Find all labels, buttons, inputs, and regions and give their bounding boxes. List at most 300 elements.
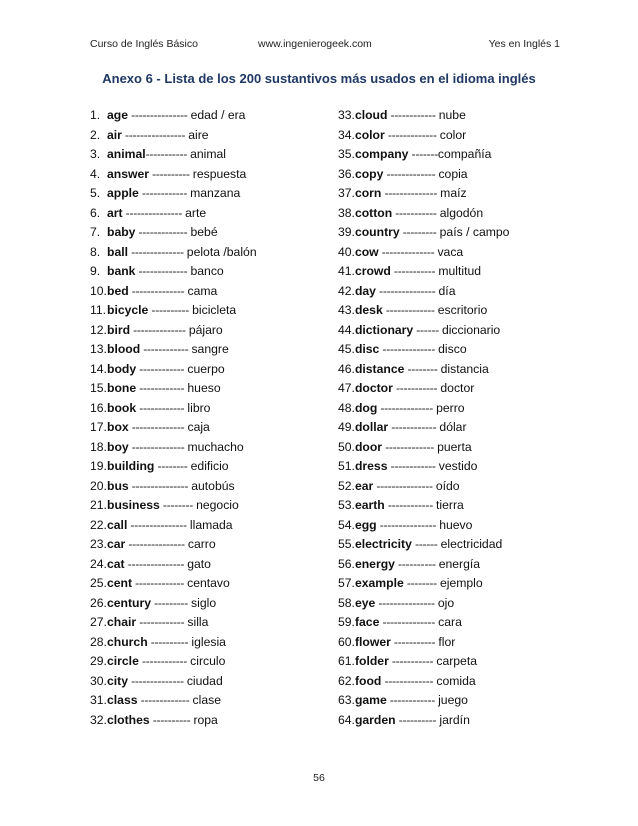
spanish-translation: distancia [440, 361, 489, 376]
vocabulary-entry [338, 165, 588, 185]
vocabulary-entry [90, 457, 340, 477]
spanish-translation: flor [438, 634, 456, 649]
dash-separator: --------------- [125, 537, 188, 551]
entry-number: 44. [338, 322, 355, 337]
spanish-translation: puerta [437, 439, 472, 454]
entry-number: 28. [90, 634, 107, 649]
dash-separator: ------------ [136, 381, 188, 395]
entry-number: 15. [90, 381, 107, 395]
vocabulary-entry [338, 691, 588, 711]
spanish-translation: muchacho [187, 439, 244, 454]
english-word: apple [107, 186, 139, 200]
entry-number: 33. [338, 108, 355, 122]
vocabulary-entry [90, 243, 340, 263]
entry-number: 19. [90, 459, 107, 473]
english-word: bicycle [107, 303, 149, 317]
english-word: cent [107, 576, 133, 590]
spanish-translation: hueso [187, 381, 221, 395]
spanish-translation: algodón [439, 205, 484, 220]
english-word: animal [107, 147, 146, 161]
dash-separator: ------------- [383, 166, 439, 181]
spanish-translation: ejemplo [439, 576, 483, 590]
vocabulary-entry [90, 652, 340, 672]
english-word: example [354, 576, 404, 590]
spanish-translation: pelota /balón [186, 244, 257, 259]
english-word: business [107, 498, 160, 512]
spanish-translation: tierra [436, 498, 464, 512]
dash-separator: ----------- [388, 654, 437, 668]
entry-number: 47. [338, 381, 355, 395]
vocabulary-entry [90, 535, 340, 555]
entry-number: 14. [90, 361, 107, 376]
english-word: ear [354, 478, 374, 493]
english-word: egg [354, 517, 377, 532]
english-word: cow [354, 244, 379, 259]
header-course-title: Curso de Inglés Básico [90, 38, 198, 50]
spanish-translation: centavo [187, 576, 230, 590]
spanish-translation: compañía [437, 147, 492, 161]
vocabulary-entry [338, 555, 588, 575]
dash-separator: ------- [408, 147, 438, 161]
spanish-translation: ropa [193, 712, 218, 727]
entry-number: 54. [338, 517, 355, 532]
dash-separator: -------------- [128, 673, 187, 688]
dash-separator: -------- [404, 361, 441, 376]
vocabulary-entry [90, 223, 340, 243]
entry-number: 36. [338, 166, 355, 181]
english-word: box [107, 420, 129, 434]
entry-number: 46. [338, 361, 355, 376]
spanish-translation: ciudad [186, 673, 223, 688]
vocabulary-column-right [338, 106, 588, 730]
dash-separator: -------------- [379, 342, 439, 356]
spanish-translation: diccionario [441, 322, 501, 337]
entry-number: 37. [338, 186, 355, 200]
english-word: company [354, 147, 409, 161]
vocabulary-entry [338, 535, 588, 555]
spanish-translation: carro [187, 537, 216, 551]
spanish-translation: país / campo [439, 225, 510, 239]
english-word: disc [354, 342, 380, 356]
spanish-translation: banco [190, 264, 224, 278]
dash-separator: -------------- [128, 244, 187, 259]
vocabulary-entry [90, 555, 340, 575]
english-word: face [354, 615, 380, 629]
entry-number: 18. [90, 439, 107, 454]
dash-separator: -------------- [379, 615, 439, 629]
vocabulary-entry [338, 126, 588, 146]
dash-separator: -------- [403, 576, 440, 590]
entry-number: 50. [338, 439, 355, 454]
english-word: building [107, 459, 155, 473]
english-word: door [354, 439, 383, 454]
spanish-translation: edad / era [190, 108, 246, 122]
spanish-translation: energía [438, 556, 481, 571]
english-word: energy [354, 556, 395, 571]
entry-number: 45. [338, 342, 355, 356]
dash-separator: --------------- [122, 205, 186, 220]
dash-separator: ----------- [392, 205, 440, 220]
dash-separator: ---------- [395, 712, 440, 727]
spanish-translation: animal [190, 147, 226, 161]
dash-separator: ---------- [148, 303, 193, 317]
dash-separator: ------------ [138, 186, 191, 200]
spanish-translation: llamada [189, 517, 233, 532]
vocabulary-entry [338, 711, 588, 731]
dash-separator: --------------- [128, 478, 192, 493]
entry-number: 34. [338, 127, 355, 142]
vocabulary-entry [338, 613, 588, 633]
dash-separator: ---------- [149, 166, 193, 181]
dash-separator: ------------- [381, 673, 437, 688]
dash-separator: -------------- [128, 439, 188, 454]
spanish-translation: gato [187, 556, 211, 571]
entry-number: 4. [90, 166, 101, 181]
vocabulary-entry [90, 574, 340, 594]
vocabulary-entry [90, 516, 340, 536]
dash-separator: ----------- [390, 264, 439, 278]
english-word: game [354, 693, 387, 707]
dash-separator: ------------ [386, 693, 439, 707]
spanish-translation: huevo [439, 517, 473, 532]
english-word: earth [354, 498, 385, 512]
dash-separator: -------------- [128, 283, 188, 298]
english-word: bus [107, 478, 129, 493]
english-word: clothes [107, 712, 150, 727]
entry-number: 30. [90, 673, 107, 688]
vocabulary-entry [90, 379, 340, 399]
dash-separator: ----------- [392, 381, 441, 395]
spanish-translation: autobús [191, 478, 235, 493]
spanish-translation: copia [438, 166, 468, 181]
entry-number: 59. [338, 615, 355, 629]
english-word: boy [107, 439, 129, 454]
entry-number: 16. [90, 400, 107, 415]
spanish-translation: bicicleta [192, 303, 237, 317]
vocabulary-entry [338, 321, 588, 341]
spanish-translation: oído [435, 478, 460, 493]
vocabulary-entry [90, 282, 340, 302]
dash-separator: -------------- [377, 400, 437, 415]
vocabulary-entry [338, 477, 588, 497]
english-word: country [354, 225, 400, 239]
entry-number: 55. [338, 537, 355, 551]
spanish-translation: escritorio [437, 303, 488, 317]
vocabulary-entry [90, 340, 340, 360]
header-website: www.ingenierogeek.com [258, 38, 372, 50]
entry-number: 3. [90, 147, 101, 161]
vocabulary-entry [90, 594, 340, 614]
vocabulary-entry [338, 145, 588, 165]
vocabulary-entry [90, 418, 340, 438]
spanish-translation: negocio [196, 498, 239, 512]
dash-separator: --------------- [375, 595, 438, 610]
entry-number: 26. [90, 595, 107, 610]
dash-separator: ---------- [394, 556, 439, 571]
entry-number: 27. [90, 615, 107, 629]
dash-separator: --------------- [376, 517, 440, 532]
english-word: food [354, 673, 382, 688]
vocabulary-entry [90, 711, 340, 731]
vocabulary-entry [90, 145, 340, 165]
vocabulary-entry [90, 496, 340, 516]
entry-number: 12. [90, 322, 107, 337]
spanish-translation: arte [185, 205, 207, 220]
vocabulary-entry [338, 340, 588, 360]
english-word: doctor [354, 381, 393, 395]
dash-separator: ------------ [387, 108, 439, 122]
dash-separator: ------------ [136, 361, 188, 376]
spanish-translation: aire [188, 127, 209, 142]
entry-number: 23. [90, 537, 107, 551]
dash-separator: ------------ [136, 400, 188, 415]
vocabulary-entry [90, 126, 340, 146]
dash-separator: ------------- [137, 693, 193, 707]
entry-number: 57. [338, 576, 355, 590]
spanish-translation: dólar [439, 420, 467, 434]
english-word: age [107, 108, 129, 122]
vocabulary-entry [338, 379, 588, 399]
page-number: 56 [313, 772, 325, 784]
english-word: blood [107, 342, 141, 356]
vocabulary-entry [338, 574, 588, 594]
english-word: chair [107, 615, 137, 629]
spanish-translation: clase [192, 693, 221, 707]
spanish-translation: siglo [191, 595, 217, 610]
dash-separator: ------------- [135, 225, 191, 239]
vocabulary-entry [90, 204, 340, 224]
entry-number: 42. [338, 283, 355, 298]
english-word: copy [354, 166, 384, 181]
entry-number: 64. [338, 712, 355, 727]
spanish-translation: jardín [439, 712, 470, 727]
vocabulary-entry [338, 223, 588, 243]
entry-number: 52. [338, 478, 355, 493]
english-word: air [107, 127, 122, 142]
dash-separator: ----------- [390, 634, 439, 649]
dash-separator: --------- [151, 595, 192, 610]
dash-separator: ----------- [145, 147, 191, 161]
english-word: dog [354, 400, 378, 415]
spanish-translation: vaca [437, 244, 464, 259]
vocabulary-entry [338, 399, 588, 419]
dash-separator: --------------- [127, 517, 190, 532]
vocabulary-entry [90, 321, 340, 341]
dash-separator: ------------- [135, 264, 191, 278]
entry-number: 48. [338, 400, 355, 415]
english-word: dictionary [354, 322, 414, 337]
dash-separator: -------- [159, 498, 197, 512]
spanish-translation: ojo [437, 595, 455, 610]
dash-separator: ------------ [387, 459, 439, 473]
english-word: eye [354, 595, 376, 610]
spanish-translation: nube [438, 108, 466, 122]
spanish-translation: multitud [438, 264, 482, 278]
header-book-title: Yes en Inglés 1 [488, 38, 560, 50]
spanish-translation: juego [438, 693, 468, 707]
vocabulary-entry [90, 262, 340, 282]
english-word: cat [107, 556, 125, 571]
entry-number: 32. [90, 712, 107, 727]
english-word: cloud [354, 108, 388, 122]
english-word: class [107, 693, 138, 707]
entry-number: 7. [90, 225, 101, 239]
entry-number: 13. [90, 342, 107, 356]
spanish-translation: sangre [191, 342, 229, 356]
vocabulary-entry [338, 360, 588, 380]
dash-separator: ------------ [136, 615, 188, 629]
english-word: cotton [354, 205, 393, 220]
vocabulary-entry [90, 106, 340, 126]
english-word: dollar [354, 420, 389, 434]
entry-number: 25. [90, 576, 107, 590]
vocabulary-entry [338, 204, 588, 224]
vocabulary-entry [338, 184, 588, 204]
english-word: corn [354, 186, 382, 200]
spanish-translation: doctor [440, 381, 475, 395]
english-word: distance [354, 361, 405, 376]
entry-number: 10. [90, 283, 107, 298]
english-word: call [107, 517, 128, 532]
spanish-translation: maíz [440, 186, 467, 200]
spanish-translation: respuesta [192, 166, 247, 181]
vocabulary-entry [338, 301, 588, 321]
vocabulary-entry [90, 301, 340, 321]
spanish-translation: pájaro [188, 322, 223, 337]
entry-number: 60. [338, 634, 355, 649]
vocabulary-entry [338, 438, 588, 458]
entry-number: 38. [338, 205, 355, 220]
dash-separator: ------------- [382, 439, 438, 454]
english-word: day [354, 283, 376, 298]
vocabulary-entry [90, 399, 340, 419]
vocabulary-entry [90, 633, 340, 653]
vocabulary-entry [90, 613, 340, 633]
english-word: flower [354, 634, 391, 649]
entry-number: 35. [338, 147, 355, 161]
entry-number: 40. [338, 244, 355, 259]
dash-separator: ------------- [382, 303, 438, 317]
vocabulary-entry [338, 516, 588, 536]
entry-number: 41. [338, 264, 355, 278]
dash-separator: ------ [413, 322, 442, 337]
entry-number: 24. [90, 556, 107, 571]
dash-separator: ---------------- [121, 127, 189, 142]
english-word: folder [354, 654, 389, 668]
dash-separator: ------------- [384, 127, 440, 142]
entry-number: 20. [90, 478, 107, 493]
english-word: electricity [354, 537, 412, 551]
vocabulary-entry [338, 106, 588, 126]
vocabulary-entry [90, 477, 340, 497]
spanish-translation: cara [438, 615, 462, 629]
spanish-translation: vestido [438, 459, 478, 473]
dash-separator: ------------ [140, 342, 192, 356]
vocabulary-entry [338, 672, 588, 692]
english-word: bed [107, 283, 129, 298]
dash-separator: ------------- [132, 576, 188, 590]
english-word: color [354, 127, 385, 142]
spanish-translation: bebé [190, 225, 218, 239]
dash-separator: --------- [399, 225, 440, 239]
dash-separator: --------------- [375, 283, 439, 298]
spanish-translation: carpeta [436, 654, 477, 668]
english-word: century [107, 595, 152, 610]
english-word: bird [107, 322, 131, 337]
spanish-translation: perro [436, 400, 465, 415]
entry-number: 63. [338, 693, 355, 707]
spanish-translation: manzana [190, 186, 241, 200]
entry-number: 62. [338, 673, 355, 688]
dash-separator: ------------ [138, 654, 191, 668]
dash-separator: -------------- [128, 420, 188, 434]
vocabulary-entry [338, 652, 588, 672]
entry-number: 5. [90, 186, 101, 200]
english-word: dress [354, 459, 388, 473]
spanish-translation: electricidad [440, 537, 503, 551]
entry-number: 6. [90, 205, 101, 220]
section-title: Anexo 6 - Lista de los 200 sustantivos más usados en el idioma inglés [102, 71, 536, 86]
dash-separator: ---------- [147, 634, 192, 649]
spanish-translation: disco [438, 342, 467, 356]
vocabulary-entry [90, 672, 340, 692]
dash-separator: -------------- [381, 186, 441, 200]
dash-separator: -------- [154, 459, 191, 473]
english-word: bone [107, 381, 137, 395]
english-word: answer [107, 166, 150, 181]
spanish-translation: silla [187, 615, 209, 629]
vocabulary-entry [338, 633, 588, 653]
dash-separator: --------------- [373, 478, 436, 493]
spanish-translation: comida [436, 673, 476, 688]
entry-number: 1. [90, 108, 101, 122]
english-word: desk [354, 303, 383, 317]
english-word: art [107, 205, 123, 220]
dash-separator: -------------- [130, 322, 189, 337]
vocabulary-entry [90, 691, 340, 711]
english-word: crowd [354, 264, 391, 278]
entry-number: 21. [90, 498, 107, 512]
entry-number: 56. [338, 556, 355, 571]
entry-number: 8. [90, 244, 101, 259]
dash-separator: ------------ [388, 420, 440, 434]
vocabulary-entry [90, 184, 340, 204]
english-word: ball [107, 244, 128, 259]
entry-number: 11. [90, 303, 107, 317]
vocabulary-entry [338, 282, 588, 302]
spanish-translation: iglesia [191, 634, 226, 649]
english-word: church [107, 634, 148, 649]
spanish-translation: libro [187, 400, 211, 415]
vocabulary-entry [338, 262, 588, 282]
dash-separator: -------------- [378, 244, 438, 259]
english-word: garden [354, 712, 396, 727]
entry-number: 22. [90, 517, 107, 532]
english-word: car [107, 537, 126, 551]
dash-separator: ------ [411, 537, 441, 551]
entry-number: 2. [90, 127, 101, 142]
dash-separator: ------------ [384, 498, 437, 512]
english-word: book [107, 400, 137, 415]
vocabulary-column-left [90, 106, 340, 730]
spanish-translation: día [438, 283, 456, 298]
entry-number: 58. [338, 595, 355, 610]
spanish-translation: cuerpo [187, 361, 225, 376]
entry-number: 39. [338, 225, 355, 239]
entry-number: 61. [338, 654, 355, 668]
entry-number: 49. [338, 420, 355, 434]
english-word: circle [107, 654, 139, 668]
